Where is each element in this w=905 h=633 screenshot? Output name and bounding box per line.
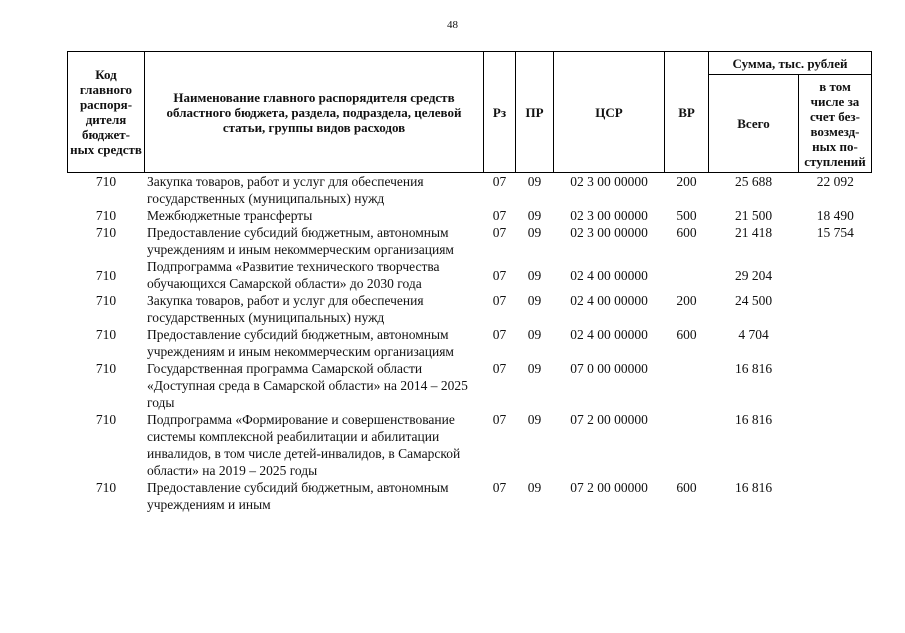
cell-csr: 02 4 00 00000: [570, 293, 648, 308]
cell-total: 4 704: [738, 327, 769, 342]
cell-pr: 09: [527, 412, 542, 427]
table-row: [68, 360, 872, 411]
cell-rz: 07: [492, 361, 507, 376]
table-row: [68, 411, 872, 479]
header-code: Код главного распоря-дителя бюджет-ных средств: [68, 52, 145, 173]
cell-csr: 07 0 00 00000: [570, 361, 648, 376]
cell-free: [799, 258, 872, 292]
cell-pr: 09: [527, 208, 542, 223]
cell-name: Межбюджетные трансферты: [147, 208, 313, 223]
cell-code: 710: [95, 225, 117, 240]
header-sum-group: Сумма, тыс. рублей: [709, 52, 872, 75]
cell-pr: 09: [527, 480, 542, 495]
cell-csr: 02 4 00 00000: [570, 327, 648, 342]
cell-pr: 09: [527, 327, 542, 342]
cell-rz: 07: [492, 208, 507, 223]
cell-free: [799, 326, 872, 360]
cell-name: Закупка товаров, работ и услуг для обеспечения государственных (муниципальных) нужд: [147, 293, 424, 325]
cell-name: Подпрограмма «Развитие технического творчества обучающихся Самарской области» до 2030 года: [147, 259, 440, 291]
cell-total: 16 816: [734, 412, 773, 427]
cell-vr: 600: [676, 225, 697, 240]
table-row: [68, 207, 872, 224]
table-row: [68, 292, 872, 326]
cell-vr: 200: [676, 293, 697, 308]
cell-csr: 02 3 00 00000: [570, 174, 648, 189]
cell-name: Закупка товаров, работ и услуг для обеспечения государственных (муниципальных) нужд: [147, 174, 424, 206]
cell-csr: 02 4 00 00000: [570, 267, 648, 283]
cell-code: 710: [95, 174, 117, 189]
cell-name: Государственная программа Самарской области «Доступная среда в Самарской области» на 2014 – 2025 годы: [147, 361, 468, 410]
cell-csr: 02 3 00 00000: [570, 225, 648, 240]
table-row: [68, 326, 872, 360]
cell-rz: 07: [492, 174, 507, 189]
cell-code: 710: [95, 412, 117, 427]
cell-vr: 600: [676, 327, 697, 342]
cell-total: 16 816: [734, 480, 773, 495]
page-number: 48: [447, 19, 458, 31]
cell-code: 710: [95, 208, 117, 223]
cell-total: 29 204: [734, 267, 773, 283]
header-vr: ВР: [665, 52, 709, 173]
cell-free: 22 092: [816, 174, 854, 189]
cell-rz: 07: [492, 412, 507, 427]
header-rz: Рз: [484, 52, 516, 173]
cell-rz: 07: [492, 225, 507, 240]
cell-csr: 07 2 00 00000: [570, 480, 648, 495]
header-incl: в том числе за счет без-возмезд-ных по-ступлений: [799, 75, 872, 173]
cell-vr: [665, 258, 709, 292]
cell-pr: 09: [527, 267, 542, 283]
cell-code: 710: [95, 293, 117, 308]
cell-free: [799, 360, 872, 411]
cell-total: 21 500: [734, 208, 773, 223]
cell-name: Подпрограмма «Формирование и совершенствование системы комплексной реабилитации и абилитации инвалидов, в том числе детей-инвалидов, в Самарской области» на 2019 – 2025 годы: [147, 412, 461, 478]
cell-total: 25 688: [734, 174, 773, 189]
cell-code: 710: [95, 480, 117, 495]
cell-pr: 09: [527, 361, 542, 376]
cell-name: Предоставление субсидий бюджетным, автономным учреждениям и иным некоммерческим организациям: [147, 225, 454, 257]
header-name: Наименование главного распорядителя средств областного бюджета, раздела, подраздела, целевой статьи, группы видов расходов: [145, 52, 484, 173]
cell-total: 16 816: [734, 361, 773, 376]
table-body: [68, 173, 872, 514]
cell-rz: 07: [492, 480, 507, 495]
cell-pr: 09: [527, 225, 542, 240]
cell-vr: 500: [676, 208, 697, 223]
cell-rz: 07: [492, 267, 507, 283]
cell-free: [799, 479, 872, 513]
cell-rz: 07: [492, 293, 507, 308]
table-row: [68, 173, 872, 208]
table-row: [68, 479, 872, 513]
cell-name: Предоставление субсидий бюджетным, автономным учреждениям и иным: [147, 480, 449, 512]
cell-pr: 09: [527, 293, 542, 308]
cell-total: 24 500: [734, 293, 773, 308]
header-csr: ЦСР: [554, 52, 665, 173]
cell-code: 710: [95, 361, 117, 376]
table-row: [68, 258, 872, 292]
cell-name: Предоставление субсидий бюджетным, автономным учреждениям и иным некоммерческим организациям: [147, 327, 454, 359]
cell-vr: 200: [676, 174, 697, 189]
cell-csr: 07 2 00 00000: [570, 412, 648, 427]
header-pr: ПР: [516, 52, 554, 173]
cell-free: [799, 411, 872, 479]
cell-pr: 09: [527, 174, 542, 189]
budget-table: [67, 51, 872, 513]
cell-code: 710: [95, 267, 117, 283]
cell-total: 21 418: [734, 225, 773, 240]
cell-rz: 07: [492, 327, 507, 342]
cell-free: [799, 292, 872, 326]
header-total: Всего: [709, 75, 799, 173]
cell-code: 710: [95, 327, 117, 342]
cell-vr: 600: [676, 480, 697, 495]
cell-vr: [665, 360, 709, 411]
cell-free: 18 490: [816, 208, 854, 223]
cell-vr: [665, 411, 709, 479]
cell-csr: 02 3 00 00000: [570, 208, 648, 223]
table-row: [68, 224, 872, 258]
cell-free: 15 754: [816, 225, 854, 240]
